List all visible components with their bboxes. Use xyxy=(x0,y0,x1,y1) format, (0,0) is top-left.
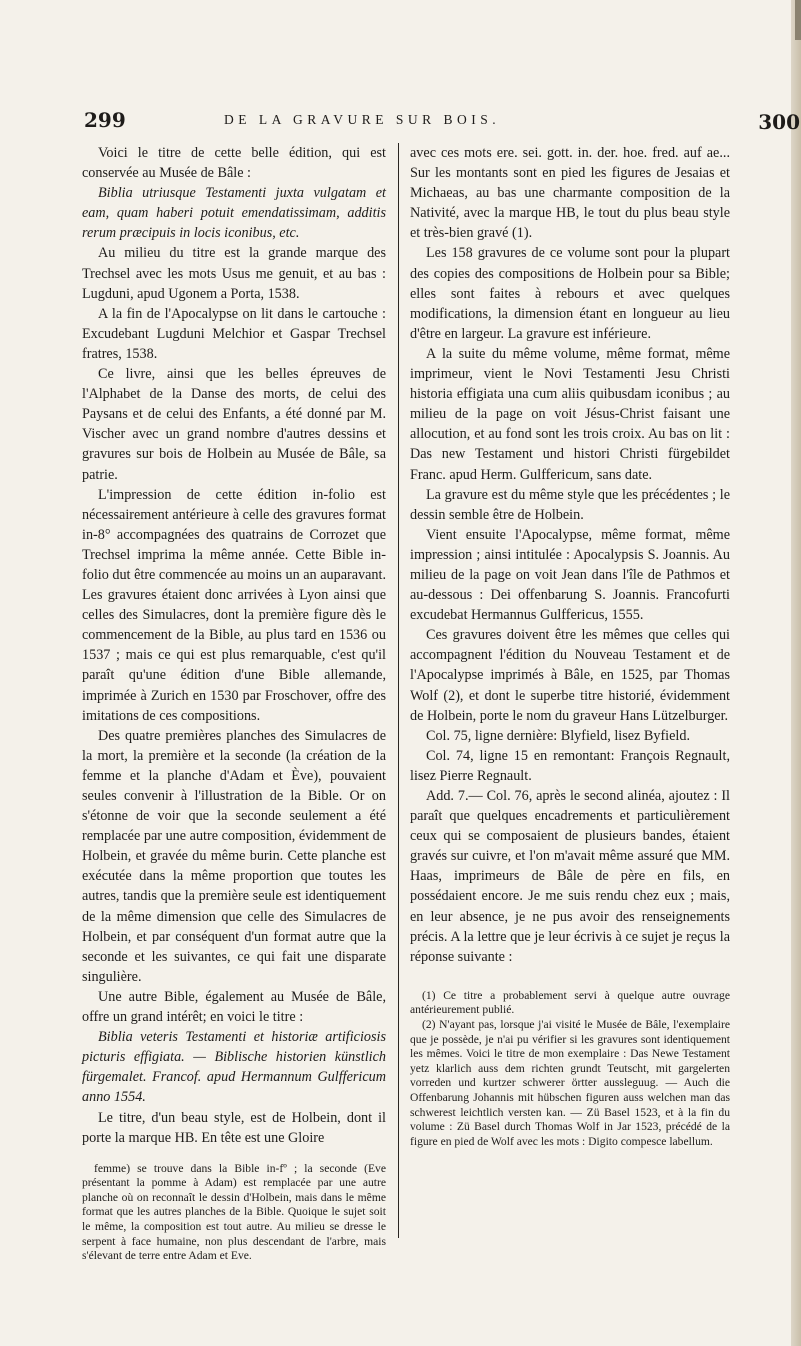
paragraph: Voici le titre de cette belle édition, qui est conservée au Musée de Bâle : xyxy=(82,145,386,182)
running-title: DE LA GRAVURE SUR BOIS. xyxy=(224,112,501,127)
book-title-quote: Biblia utriusque Testamenti juxta vulgatam et eam, quam haberi potuit emendatissimam, additis rerum præcipuis in locis iconibus, etc. xyxy=(82,185,386,242)
book-title-quote: Biblia veteris Testamenti et historiæ artificiosis picturis effigiata. — Biblische historien künstlich fürgemalet. Francof. apud Hermannum Gulffericum anno 1554. xyxy=(82,1029,386,1106)
scan-edge xyxy=(791,0,801,1346)
paragraph: Ces gravures doivent être les mêmes que celles qui accompagnent l'édition du Nouveau Testament et de l'Apocalypse imprimés à Bâle, en 1525, par Thomas Wolf (2), et dont le superbe titre historié, évidemment de Holbein, porte le nom du graveur Hans Lützelburger. xyxy=(410,627,730,724)
footnote: (1) Ce titre a probablement servi à quelque autre ouvrage antérieurement publié. xyxy=(410,988,730,1017)
footnote: femme) se trouve dans la Bible in-fº ; la seconde (Eve présentant la pomme à Adam) est remplacée par une autre planche où on reconnaît le dessin d'Holbein, mais dans le même format que les autres planches de la Bible. Quoique le sujet soit le même, la composition est tout autre. Au milieu se dresse le serpent à face humaine, non plus descendant de l'arbre, mais s'élevant de terre entre Adam et Eve. xyxy=(82,1161,386,1263)
paragraph: Une autre Bible, également au Musée de Bâle, offre un grand intérêt; en voici le titre : xyxy=(82,988,386,1026)
paragraph: Au milieu du titre est la grande marque des Trechsel avec les mots Usus me genuit, et au bas : Lugduni, apud Ugonem a Porta, 1538. xyxy=(82,245,386,302)
left-column xyxy=(82,143,386,1264)
erratum: Col. 74, ligne 15 en remontant: François Regnault, lisez Pierre Regnault. xyxy=(410,747,730,784)
paragraph: A la fin de l'Apocalypse on lit dans le cartouche : Excudebant Lugduni Melchior et Gaspar Trechsel fratres, 1538. xyxy=(82,305,386,362)
column-divider xyxy=(398,143,399,1238)
paragraph: Le titre, d'un beau style, est de Holbein, dont il porte la marque HB. En tête est une Gloire xyxy=(82,1109,386,1146)
footnote: (2) N'ayant pas, lorsque j'ai visité le Musée de Bâle, l'exemplaire que je possède, je n'ai pu vérifier si les gravures sont identiquement les mêmes. Voici le titre de mon exemplaire : Das Newe Testament yetz klarlich auss dem richten grundt Teutscht, mit gargelerten vorreden und kurtzer schwerer örtter aussleguug. — Auch die Offenbarung Johannis mit hübschen figuren auss welchen man das schwerest leichtlich versten kan. — Zü Basel 1523, et à la fin du volume : Zü Basel durch Thomas Wolf in Jar 1523, précédé de la figure en pied de Wolf avec les mots : Digito compesce labellum. xyxy=(410,1018,730,1148)
page-number-right: 300 xyxy=(758,110,800,134)
scan-mark xyxy=(795,0,801,40)
paragraph: A la suite du même volume, même format, même imprimeur, vient le Novi Testamenti Jesu Christi historia effigiata una cum aliis quibusdam iconibus ; au milieu de la page on voit Jésus-Christ faisant une allocution, et au fond sont les trois croix. Au bas on lit : Das new Testament und histori Christi fürgebildet Franc. apud Herm. Gulffericum, sans date. xyxy=(410,345,730,483)
page-header xyxy=(84,106,800,138)
right-column xyxy=(410,143,730,1149)
addendum: Add. 7.— Col. 76, après le second alinéa, ajoutez : Il paraît que quelques encadrements et particulièrement ceux qui se composaient de plusieurs bandes, étaient gravés sur cuivre, et l'on m'avait même assuré que MM. Haas, imprimeurs de Bâle de père en fils, en possédaient encore. Je me suis rendu chez eux ; mais, en leur absence, je ne pus avoir des renseignements précis. A la lettre que je leur écrivis à ce sujet je reçus la réponse suivante : xyxy=(410,788,730,965)
page-number-left: 299 xyxy=(84,108,126,132)
erratum: Col. 75, ligne dernière: Blyfield, lisez Byfield. xyxy=(426,727,690,744)
paragraph: La gravure est du même style que les précédentes ; le dessin semble être de Holbein. xyxy=(410,486,730,523)
paragraph: Vient ensuite l'Apocalypse, même format, même impression ; ainsi intitulée : Apocalypsis S. Joannis. Au milieu de la page on voit Jean dans l'île de Pathmos et au-dessous : Dei offenbarung S. Joannis. Francofurti excudebat Hermannus Gulffericus, 1555. xyxy=(410,526,730,624)
paragraph: L'impression de cette édition in-folio est nécessairement antérieure à celle des gravures format in-8° accompagnées des quatrains de Corrozet que Trechsel imprima la même année. Cette Bible in-folio dut être commencée au moins un an auparavant. Les gravures étaient donc arrivées à Lyon ainsi que celles des Simulacres, dont la première figure dès le commencement de la Bible, au plus tard en 1536 ou 1537 ; mais ce qui est plus remarquable, c'est qu'il paraît qu'une édition d'une Bible allemande, imprimée à Zurich en 1530 par Froschover, offre des imitations de ces compositions. xyxy=(82,486,386,724)
paragraph: Les 158 gravures de ce volume sont pour la plupart des copies des compositions de Holbein pour sa Bible; elles sont faites à rebours et avec quelques modifications, la dimension étant en longueur au lieu d'être en largeur. La gravure est inférieure. xyxy=(410,245,730,342)
paragraph: Ce livre, ainsi que les belles épreuves de l'Alphabet de la Danse des morts, de celui des Paysans et de celui des Enfants, a été donné par M. Vischer avec un grand nombre d'autres dessins et gravures sur bois de Holbein au Musée de Bâle, sa patrie. xyxy=(82,366,386,483)
footnote-block xyxy=(82,1162,386,1264)
paragraph: avec ces mots ere. sei. gott. in. der. hoe. fred. auf ae... Sur les montants sont en pied les figures de Jesaias et Michaeas, au bas une charmante composition de la Nativité, avec la marque HB, le tout du plus beau style et très-bien gravé (1). xyxy=(410,145,730,242)
footnote-block xyxy=(410,989,730,1150)
paragraph: Des quatre premières planches des Simulacres de la mort, la première et la seconde (la création de la femme et la planche d'Adam et Ève), pouvaient seules convenir à l'illustration de la Bible. Or on s'étonne de voir que la seconde seulement a été remplacée par une autre composition, évidemment de Holbein, et gravée du même burin. Cette planche est exécutée dans la même proportion que toutes les autres, tandis que la première seule est identiquement de la même dimension que celle des Simulacres de Holbein, et par conséquent d'un format autre que la seconde et les suivantes, ce qui fait une disparate singulière. xyxy=(82,727,386,985)
